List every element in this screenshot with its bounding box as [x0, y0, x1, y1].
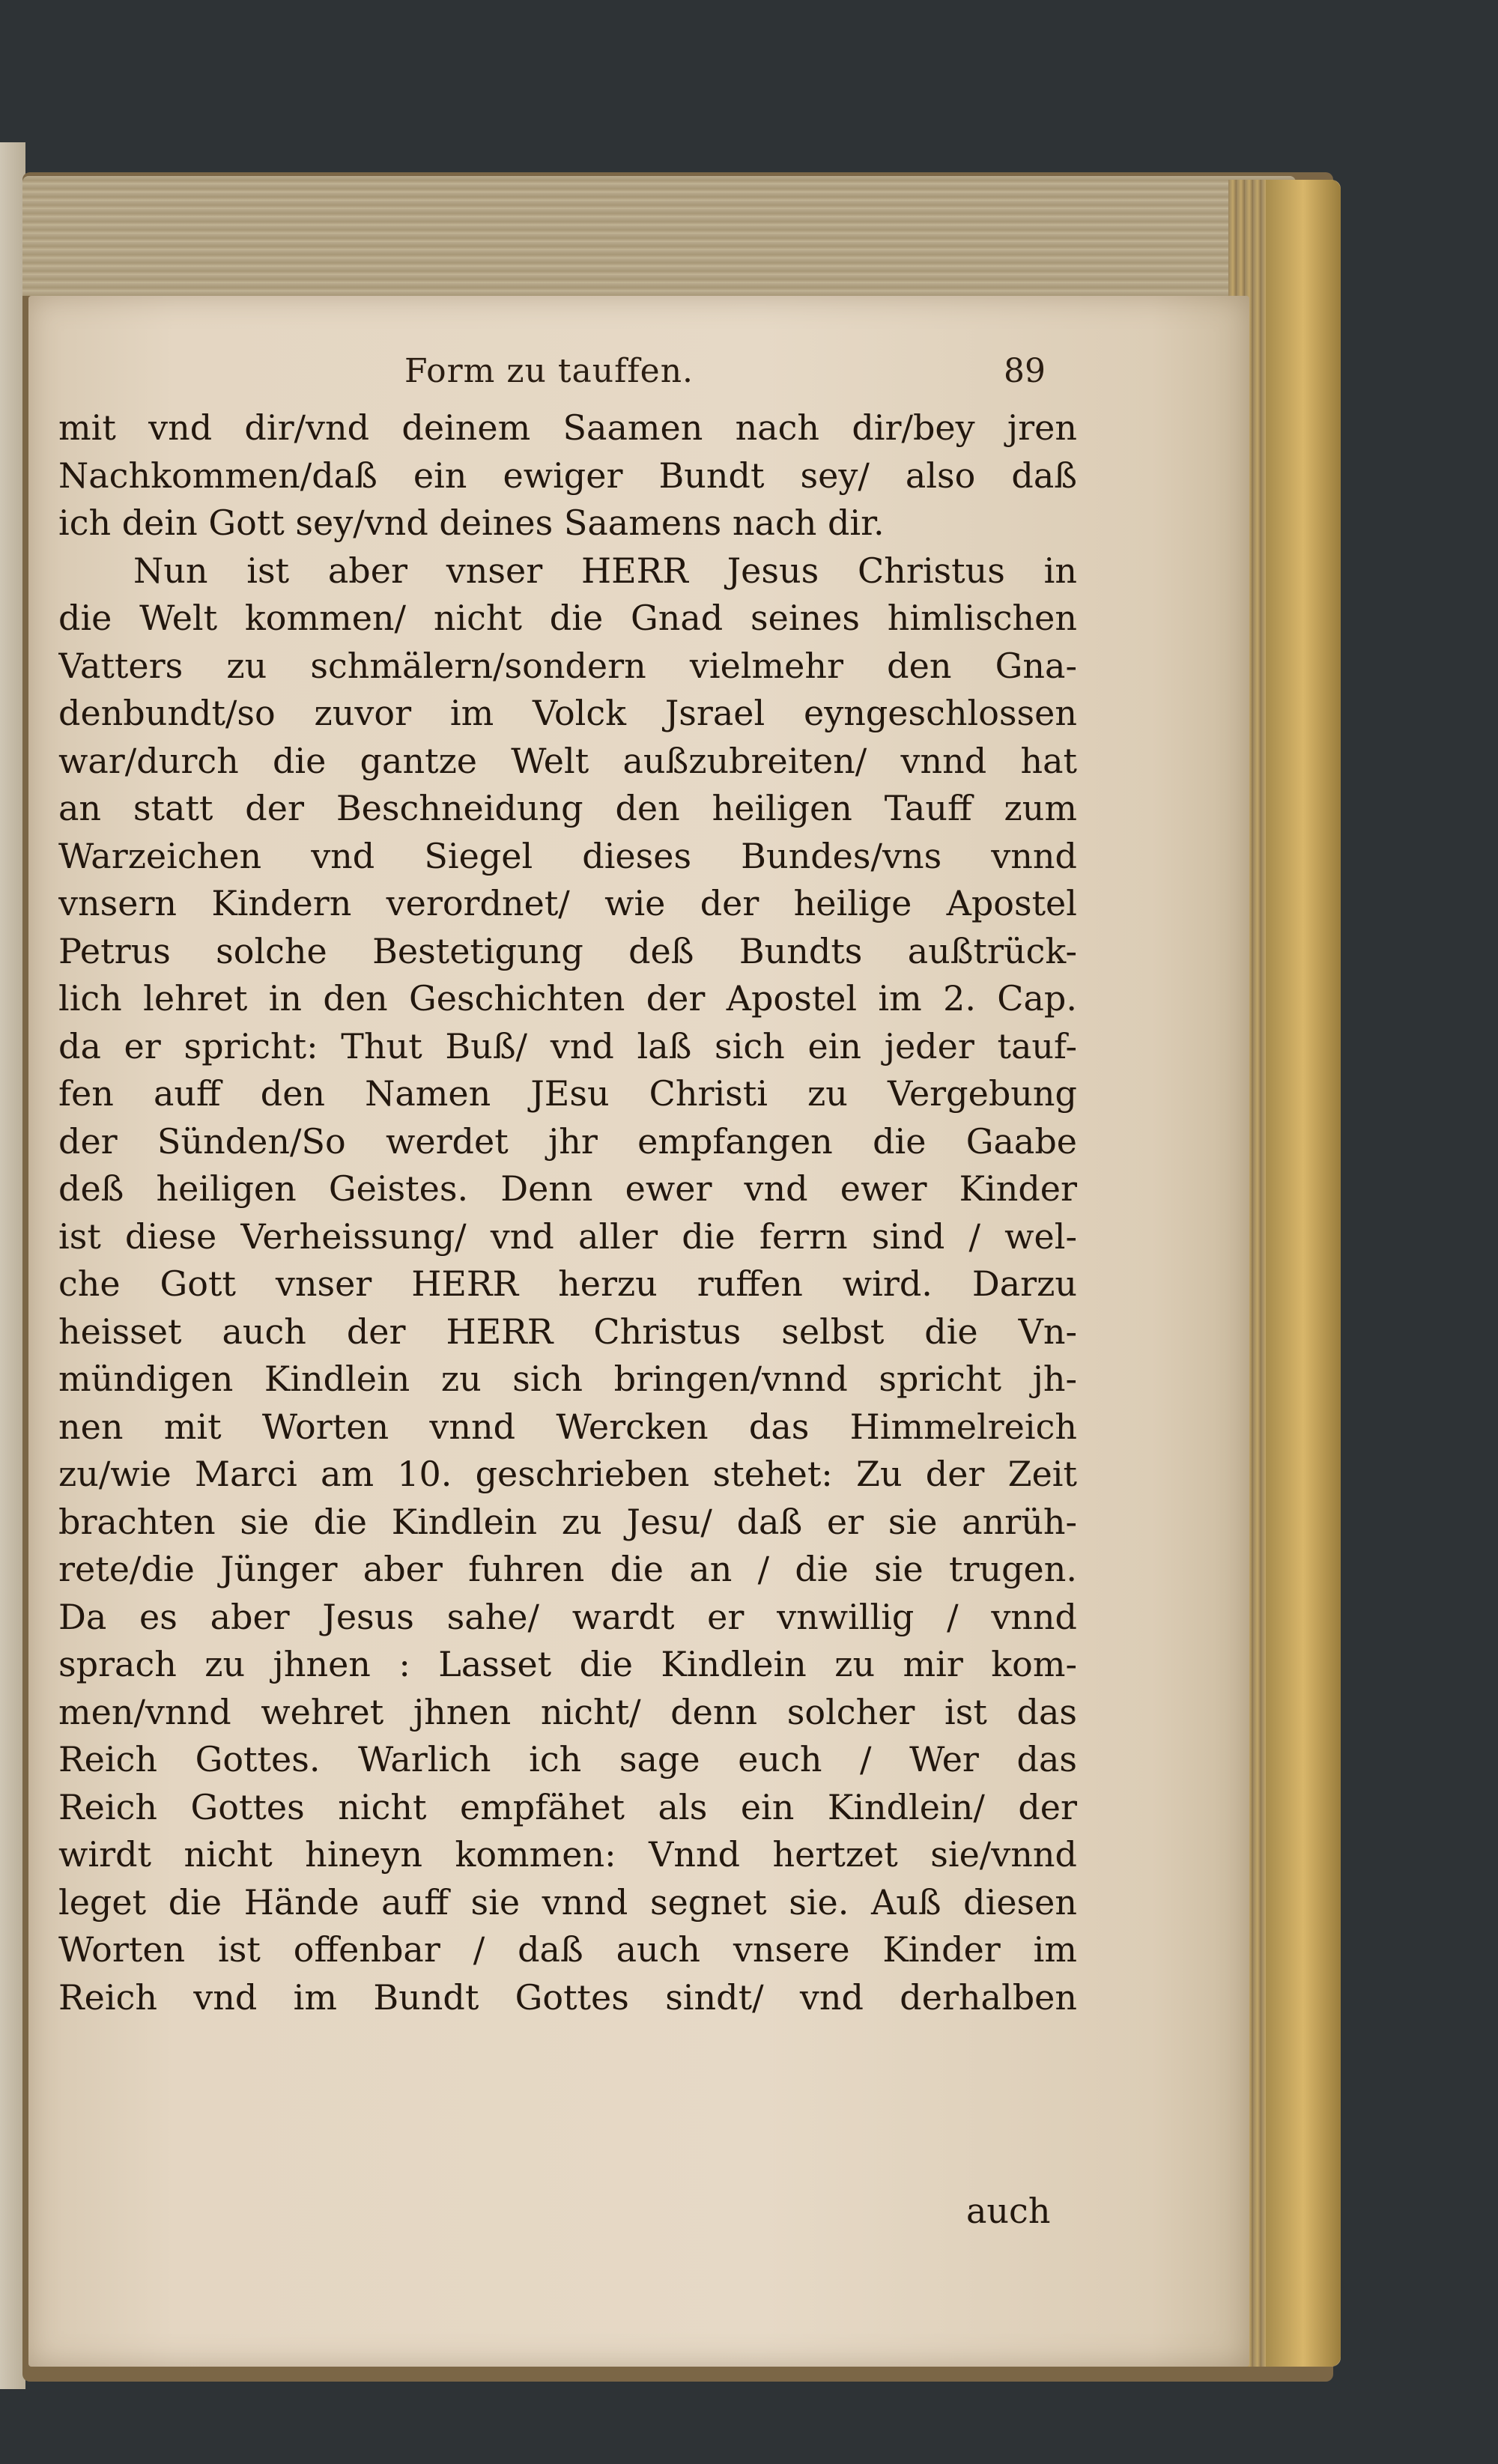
text-line: vnsern Kindern verordnet/ wie der heilige Apostel: [58, 883, 1077, 923]
running-head: Form zu tauffen.: [404, 352, 694, 390]
text-line: zu/wie Marci am 10. geschrieben stehet: Zu der Zeit: [58, 1454, 1077, 1494]
text-line: rete/die Jünger aber fuhren die an / die sie trugen.: [58, 1549, 1077, 1589]
text-line: Petrus solche Bestetigung deß Bundts außtrück-: [58, 930, 1077, 971]
text-line: Nachkommen/daß ein ewiger Bundt sey/ also daß: [58, 455, 1077, 496]
book-top-edge: [22, 176, 1296, 296]
text-line: mit vnd dir/vnd deinem Saamen nach dir/bey jren: [58, 407, 1077, 448]
catchword: auch: [966, 2191, 1051, 2231]
text-line: der Sünden/So werdet jhr empfangen die Gaabe: [58, 1120, 1077, 1162]
text-line: che Gott vnser HERR herzu ruffen wird. Darzu: [58, 1263, 1077, 1304]
text-line: Da es aber Jesus sahe/ wardt er vnwillig / vnnd: [58, 1596, 1077, 1637]
adjacent-book-edge: [0, 142, 25, 2389]
text-line: men/vnnd wehret jhnen nicht/ denn solcher ist das: [58, 1691, 1077, 1732]
body-text: [58, 404, 1077, 2021]
page-number: 89: [1004, 352, 1046, 390]
page-header: [404, 352, 1079, 404]
text-line: an statt der Beschneidung den heiligen Tauff zum: [58, 788, 1077, 828]
text-line: deß heiligen Geistes. Denn ewer vnd ewer Kinder: [58, 1168, 1077, 1209]
text-line: mündigen Kindlein zu sich bringen/vnnd spricht jh-: [58, 1359, 1077, 1399]
text-line: Reich vnd im Bundt Gottes sindt/ vnd derhalben: [58, 1976, 1077, 2018]
text-line: Worten ist offenbar / daß auch vnsere Kinder im: [58, 1929, 1077, 1970]
text-line: ich dein Gott sey/vnd deines Saamens nach dir.: [58, 503, 885, 543]
gilt-fore-edge: [1266, 180, 1341, 2367]
text-line: wirdt nicht hineyn kommen: Vnnd hertzet sie/vnnd: [58, 1834, 1077, 1875]
text-line: Reich Gottes nicht empfähet als ein Kindlein/ der: [58, 1786, 1077, 1827]
text-line: da er spricht: Thut Buß/ vnd laß sich ein jeder tauf-: [58, 1025, 1077, 1066]
text-line: die Welt kommen/ nicht die Gnad seines himlischen: [58, 598, 1077, 638]
text-line: ist diese Verheissung/ vnd aller die ferrn sind / wel-: [58, 1216, 1077, 1257]
text-line: Vatters zu schmälern/sondern vielmehr den Gna-: [58, 645, 1077, 686]
text-line: fen auff den Namen JEsu Christi zu Vergebung: [58, 1073, 1077, 1114]
text-line: sprach zu jhnen : Lasset die Kindlein zu mir kom-: [58, 1644, 1077, 1684]
text-line: heisset auch der HERR Christus selbst die Vn-: [58, 1311, 1077, 1352]
text-line: leget die Hände auff sie vnnd segnet sie. Auß diesen: [58, 1881, 1077, 1923]
text-line: war/durch die gantze Welt außzubreiten/ vnnd hat: [58, 740, 1077, 781]
text-line: brachten sie die Kindlein zu Jesu/ daß er sie anrüh-: [58, 1501, 1077, 1542]
text-line: Nun ist aber vnser HERR Jesus Christus in: [133, 550, 1077, 591]
text-line: Warzeichen vnd Siegel dieses Bundes/vns vnnd: [58, 835, 1077, 876]
text-line: nen mit Worten vnnd Wercken das Himmelreich: [58, 1406, 1077, 1447]
text-line: Reich Gottes. Warlich ich sage euch / Wer das: [58, 1739, 1077, 1779]
text-line: lich lehret in den Geschichten der Apostel im 2. Cap.: [58, 978, 1077, 1019]
text-line: denbundt/so zuvor im Volck Jsrael eyngeschlossen: [58, 693, 1077, 733]
